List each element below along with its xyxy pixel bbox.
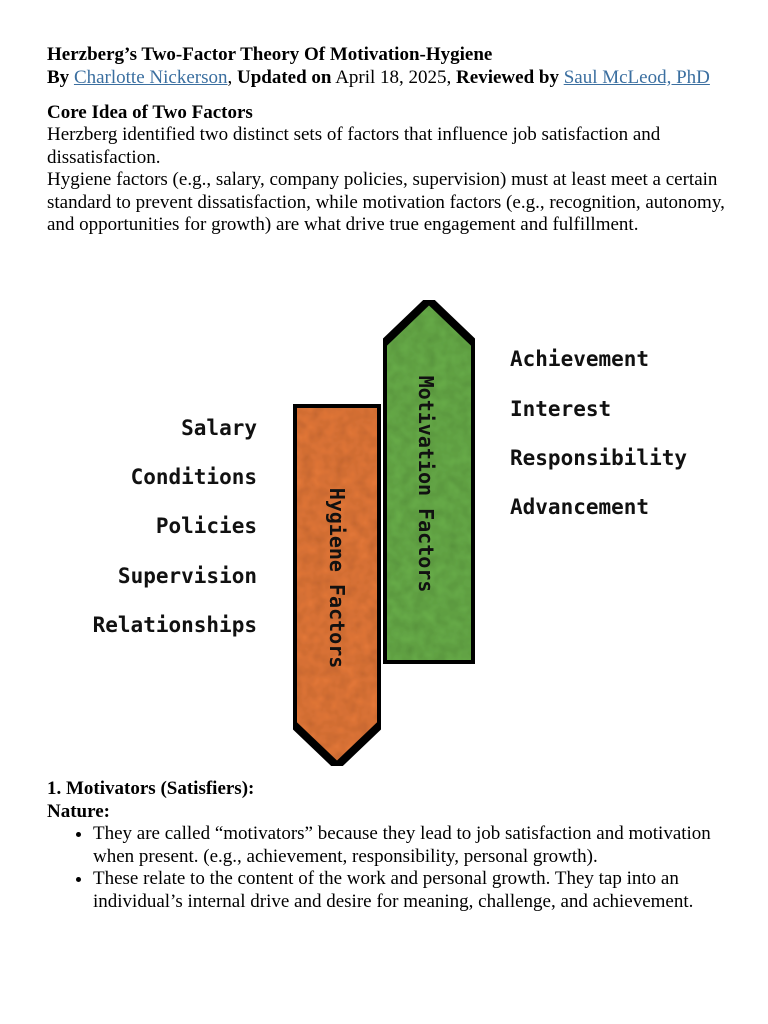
motivation-item-achievement: Achievement [510, 347, 650, 371]
article-title: Herzberg’s Two-Factor Theory Of Motivation-Hygiene [47, 44, 493, 65]
reviewer-link[interactable]: Saul McLeod, PhD [563, 67, 710, 88]
two-factor-diagram [47, 288, 721, 774]
hygiene-item-relationships: Relationships [92, 613, 257, 637]
hygiene-item-policies: Policies [155, 514, 257, 538]
hygiene-item-salary: Salary [181, 416, 257, 440]
updated-label: Updated on [236, 67, 332, 88]
motivation-item-interest: Interest [510, 397, 612, 421]
list-item: • They are called “motivators” because they lead to job satisfaction and motivation when present. (e.g., achievement, responsibility, personal growth). [93, 823, 727, 868]
nature-label: Nature: [47, 801, 110, 822]
updated-date: April 18, 2025, [335, 67, 452, 88]
core-heading: Core Idea of Two Factors [47, 102, 253, 123]
motivators-list [47, 823, 727, 913]
motivators-heading: 1. Motivators (Satisfiers): [47, 778, 255, 799]
motivation-factors-label: Motivation Factors [414, 375, 438, 593]
by-label: By [47, 67, 70, 88]
author-link[interactable]: Charlotte Nickerson [73, 67, 228, 88]
motivation-item-advancement: Advancement [510, 495, 650, 519]
article-header [47, 43, 727, 237]
hygiene-item-conditions: Conditions [130, 465, 257, 489]
list-item: • These relate to the content of the work and personal growth. They tap into an individual’s internal drive and desire for meaning, challenge, and achievement. [93, 868, 727, 913]
core-paragraph-2: Hygiene factors (e.g., salary, company policies, supervision) must at least meet a certain standard to prevent dissatisfaction, while motivation factors (e.g., recognition, autonomy, and opportunities for growth) are what drive true engagement and fulfillment. [47, 169, 725, 235]
byline [47, 66, 727, 89]
motivation-item-responsibility: Responsibility [510, 446, 688, 470]
motivators-section [47, 777, 727, 913]
core-paragraph-1: Herzberg identified two distinct sets of factors that influence job satisfaction and dissatisfaction. [47, 124, 661, 168]
byline-sep: , [227, 67, 233, 88]
hygiene-factors-label: Hygiene Factors [325, 487, 349, 669]
hygiene-item-supervision: Supervision [117, 564, 257, 588]
reviewed-label: Reviewed by [456, 67, 559, 88]
